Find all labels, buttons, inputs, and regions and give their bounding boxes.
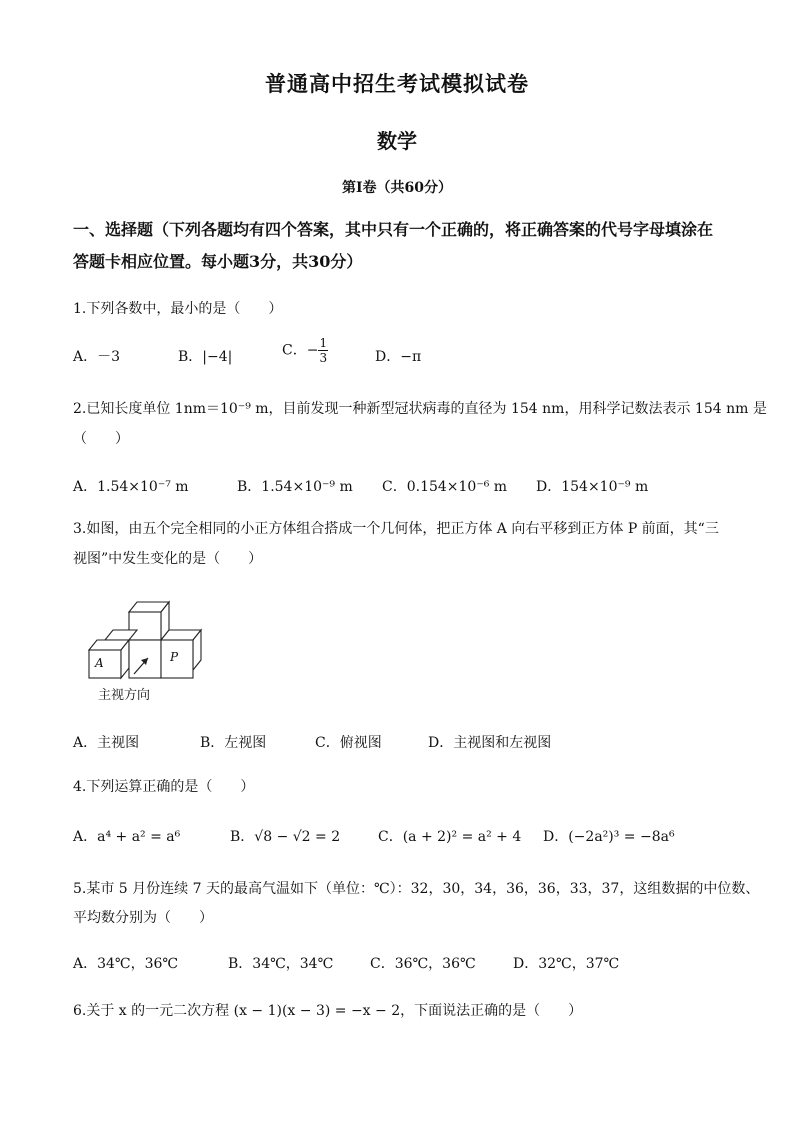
question-5-stem-line1: 5.某市 5 月份连续 7 天的最高气温如下（单位：℃）：32，30，34，36，36，33，37，这组数据的中位数、 bbox=[73, 881, 760, 897]
question-3-stem-line1: 3.如图，由五个完全相同的小正方体组合搭成一个几何体，把正方体 A 向右平移到正方体 P 前面，其“三 bbox=[73, 521, 719, 537]
q1-option-c bbox=[282, 336, 328, 365]
q5-option-a: A．34℃，36℃ bbox=[73, 956, 179, 972]
q5-option-b: B．34℃，34℃ bbox=[228, 956, 334, 972]
question-2-stem-line1: 2.已知长度单位 1nm＝10⁻⁹ m，目前发现一种新型冠状病毒的直径为 154 nm，用科学记数法表示 154 nm 是 bbox=[73, 401, 767, 417]
q1-option-c-fraction bbox=[318, 336, 328, 365]
exam-title: 普通高中招生考试模拟试卷 bbox=[265, 71, 529, 96]
subject-title: 数学 bbox=[377, 129, 417, 153]
q1-option-b: B．|−4| bbox=[178, 349, 233, 365]
q4-option-c: C．(a + 2)² = a² + 4 bbox=[378, 829, 522, 845]
q1-option-d: D．−π bbox=[375, 349, 422, 365]
section-heading-line1: 一、选择题（下列各题均有四个答案，其中只有一个正确的，将正确答案的代号字母填涂在 bbox=[73, 220, 714, 239]
question-5-stem-line2: 平均数分别为（ ） bbox=[73, 910, 213, 926]
q5-option-c: C．36℃，36℃ bbox=[370, 956, 476, 972]
q2-option-d: D．154×10⁻⁹ m bbox=[536, 479, 649, 495]
q3-option-c: C．俯视图 bbox=[315, 735, 382, 751]
q1-option-c-prefix: C．− bbox=[282, 342, 319, 359]
question-4-stem: 4.下列运算正确的是（ ） bbox=[73, 779, 255, 795]
q3-option-d: D．主视图和左视图 bbox=[428, 735, 552, 751]
section-heading-line2: 答题卡相应位置。每小题3分，共30分） bbox=[73, 252, 363, 271]
cube-label-a: A bbox=[95, 656, 104, 670]
q1-fraction-numerator: 1 bbox=[319, 336, 328, 350]
q2-option-c: C．0.154×10⁻⁶ m bbox=[382, 479, 508, 495]
question-3-stem-line2: 视图”中发生变化的是（ ） bbox=[73, 551, 263, 567]
q1-fraction-denominator: 3 bbox=[319, 351, 328, 365]
q3-option-a: A．主视图 bbox=[73, 735, 140, 751]
q4-option-b: B．√8 − √2 = 2 bbox=[230, 829, 341, 845]
q5-option-d: D．32℃，37℃ bbox=[513, 956, 620, 972]
q1-option-a: A．－3 bbox=[73, 349, 121, 365]
cube-figure bbox=[78, 598, 208, 703]
cube-label-p: P bbox=[170, 650, 179, 664]
question-2-stem-line2: （ ） bbox=[73, 431, 129, 447]
question-6-stem: 6.关于 x 的一元二次方程 (x − 1)(x − 3) = −x − 2，下面说法正确的是（ ） bbox=[73, 1003, 583, 1019]
q2-option-b: B．1.54×10⁻⁹ m bbox=[237, 479, 353, 495]
question-1-stem: 1.下列各数中，最小的是（ ） bbox=[73, 301, 283, 317]
q4-option-d: D．(−2a²)³ = −8a⁶ bbox=[543, 829, 675, 845]
volume-title: 第Ⅰ卷（共60分） bbox=[341, 180, 453, 196]
q4-option-a: A．a⁴ + a² = a⁶ bbox=[73, 829, 181, 845]
q3-option-b: B．左视图 bbox=[200, 735, 267, 751]
figure-caption: 主视方向 bbox=[98, 688, 151, 703]
q2-option-a: A．1.54×10⁻⁷ m bbox=[73, 479, 189, 495]
